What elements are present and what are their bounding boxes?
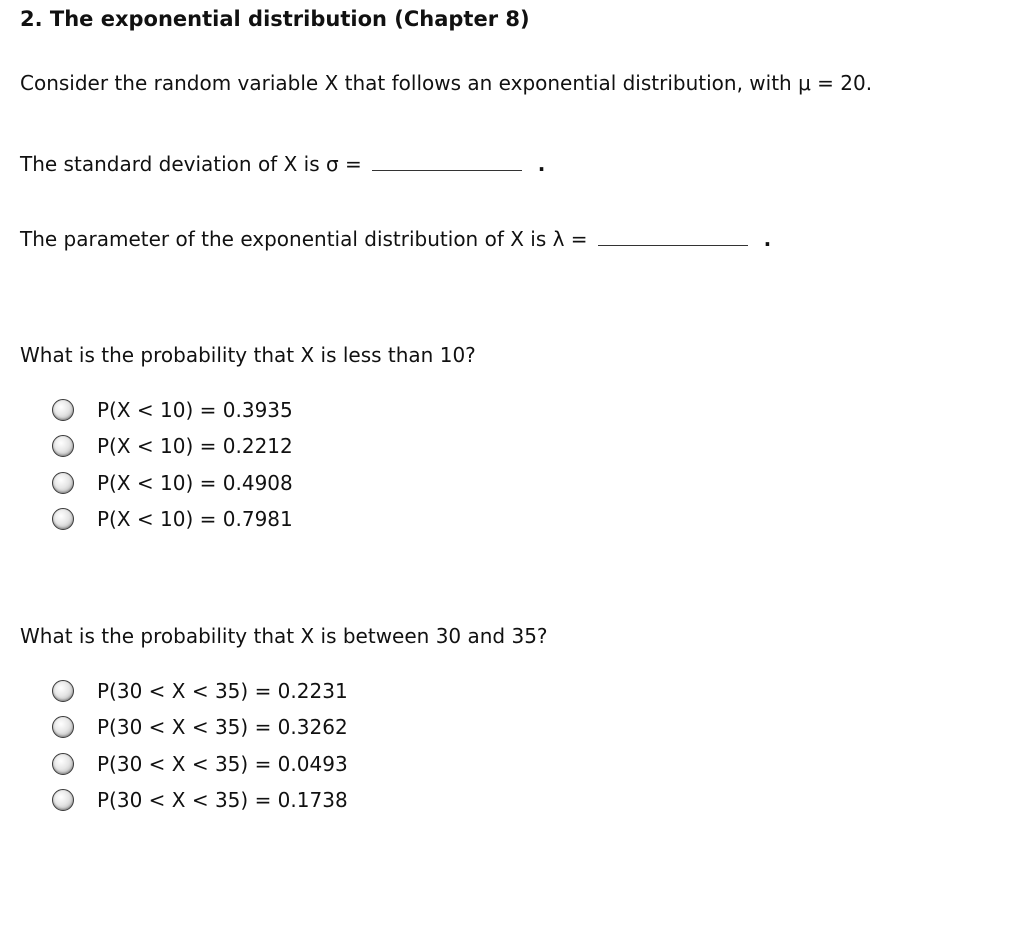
intro-text: Consider the random variable X that follows an exponential distribution, with μ = 20. — [20, 71, 873, 95]
q1-option-3[interactable] — [52, 468, 293, 498]
q2-question: What is the probability that X is between 30 and 35? — [20, 624, 548, 648]
q2-option-label: P(30 < X < 35) = 0.2231 — [97, 679, 348, 703]
q1-option-label: P(X < 10) = 0.7981 — [97, 507, 293, 531]
lambda-prompt: The parameter of the exponential distribution of X is λ = — [20, 227, 588, 251]
q1-option-label: P(X < 10) = 0.4908 — [97, 471, 293, 495]
lambda-answer-blank[interactable] — [598, 227, 748, 246]
radio-button-icon[interactable] — [52, 753, 74, 775]
question-title: 2. The exponential distribution (Chapter 8) — [20, 7, 530, 31]
q1-option-2[interactable] — [52, 431, 293, 461]
q2-option-label: P(30 < X < 35) = 0.1738 — [97, 788, 348, 812]
sd-row — [20, 151, 545, 177]
q2-option-2[interactable] — [52, 712, 348, 742]
lambda-row — [20, 226, 771, 252]
q2-option-label: P(30 < X < 35) = 0.0493 — [97, 752, 348, 776]
q1-option-label: P(X < 10) = 0.2212 — [97, 434, 293, 458]
radio-button-icon[interactable] — [52, 716, 74, 738]
radio-button-icon[interactable] — [52, 508, 74, 530]
radio-button-icon[interactable] — [52, 789, 74, 811]
radio-button-icon[interactable] — [52, 399, 74, 421]
radio-button-icon[interactable] — [52, 435, 74, 457]
radio-button-icon[interactable] — [52, 472, 74, 494]
q1-question: What is the probability that X is less than 10? — [20, 343, 476, 367]
sd-period: . — [537, 152, 546, 176]
sd-prompt: The standard deviation of X is σ = — [20, 152, 362, 176]
radio-button-icon[interactable] — [52, 680, 74, 702]
q2-option-4[interactable] — [52, 785, 348, 815]
lambda-period: . — [763, 227, 772, 251]
q1-option-label: P(X < 10) = 0.3935 — [97, 398, 293, 422]
q2-option-1[interactable] — [52, 676, 348, 706]
q1-option-1[interactable] — [52, 395, 293, 425]
q2-option-label: P(30 < X < 35) = 0.3262 — [97, 715, 348, 739]
q1-option-4[interactable] — [52, 504, 293, 534]
q2-option-3[interactable] — [52, 749, 348, 779]
sd-answer-blank[interactable] — [372, 152, 522, 171]
